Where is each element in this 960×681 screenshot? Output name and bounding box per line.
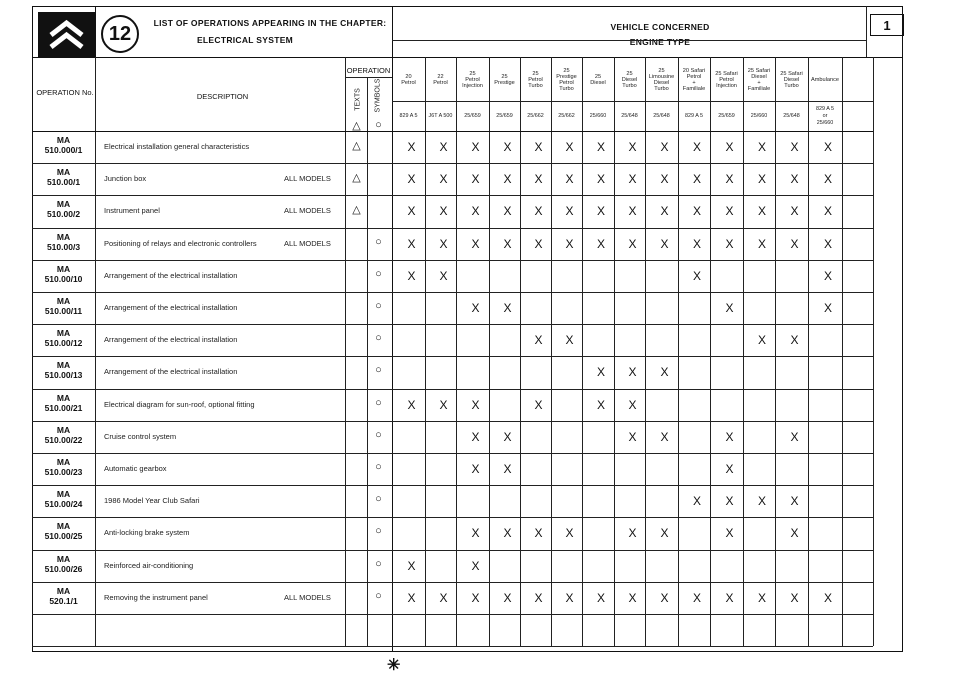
operation-number: MA 520.1/1	[49, 585, 78, 606]
applicability-mark: X	[725, 494, 734, 509]
applicability-mark: X	[628, 204, 637, 219]
vehicle-name-0: 20 Petrol	[401, 73, 416, 86]
vehicle-name-1: 22 Petrol	[433, 73, 448, 86]
grid-line	[425, 57, 426, 646]
applicability-mark: X	[439, 397, 448, 412]
grid-line	[345, 77, 392, 78]
grid-line	[32, 292, 873, 293]
vehicle-name-10: 25 Safari Petrol Injection	[715, 70, 738, 90]
grid-line	[32, 517, 873, 518]
applicability-mark: X	[565, 236, 574, 251]
all-models-label: ALL MODELS	[284, 592, 331, 602]
applicability-mark: X	[628, 236, 637, 251]
applicability-mark: X	[660, 590, 669, 605]
header-title-line1: LIST OF OPERATIONS APPEARING IN THE CHAPTER:	[153, 18, 387, 28]
applicability-mark: X	[757, 204, 766, 219]
grid-line	[520, 57, 521, 646]
applicability-mark: X	[565, 172, 574, 187]
engine-code-7: 25/648	[621, 112, 638, 119]
applicability-mark: X	[503, 204, 512, 219]
grid-line	[808, 57, 809, 646]
symbols-circle-icon: ○	[375, 300, 382, 312]
engine-code-9: 829 A 5	[685, 112, 703, 119]
applicability-mark: X	[628, 526, 637, 541]
engine-code-3: 25/659	[496, 112, 513, 119]
operation-number: MA 510.00/13	[44, 360, 83, 381]
operation-number: MA 510.00/22	[44, 424, 83, 445]
symbols-header: SYMBOLS	[374, 78, 382, 113]
applicability-mark: X	[757, 140, 766, 154]
grid-line	[32, 163, 873, 164]
grid-line	[614, 57, 615, 646]
applicability-mark: X	[471, 462, 480, 476]
grid-line	[32, 356, 873, 357]
all-models-label: ALL MODELS	[284, 238, 331, 248]
applicability-mark: X	[471, 558, 480, 573]
applicability-mark: X	[596, 590, 605, 605]
grid-line	[456, 57, 457, 646]
grid-line	[32, 453, 873, 454]
applicability-mark: X	[503, 590, 512, 605]
operation-number: MA 510.00/10	[44, 263, 83, 284]
applicability-mark: X	[628, 397, 637, 412]
grid-line	[489, 57, 490, 646]
symbols-circle-icon: ○	[375, 119, 382, 131]
grid-line	[32, 582, 873, 583]
applicability-mark: X	[790, 333, 799, 348]
applicability-mark: X	[407, 140, 416, 154]
applicability-mark: X	[660, 140, 669, 154]
applicability-mark: X	[439, 236, 448, 251]
operation-description: Arrangement of the electrical installation	[104, 270, 238, 280]
applicability-mark: X	[660, 204, 669, 219]
applicability-mark: X	[596, 204, 605, 219]
applicability-mark: X	[471, 236, 480, 251]
grid-line	[873, 57, 874, 646]
applicability-mark: X	[790, 590, 799, 605]
applicability-mark: X	[823, 301, 832, 315]
operation-header: OPERATION	[346, 66, 391, 75]
applicability-mark: X	[534, 397, 543, 412]
applicability-mark: X	[596, 236, 605, 251]
applicability-mark: X	[725, 204, 734, 219]
engine-type-label: ENGINE TYPE	[629, 37, 691, 47]
operation-number: MA 510.00/21	[44, 392, 83, 413]
applicability-mark: X	[628, 365, 637, 380]
applicability-mark: X	[439, 140, 448, 154]
applicability-mark: X	[725, 429, 734, 444]
engine-code-11: 25/660	[750, 112, 768, 119]
grid-line	[32, 646, 873, 647]
applicability-mark: X	[790, 172, 799, 187]
operation-number: MA 510.00/26	[44, 553, 83, 574]
applicability-mark: X	[660, 526, 669, 541]
symbols-circle-icon: ○	[375, 461, 382, 473]
applicability-mark: X	[725, 140, 734, 154]
symbols-circle-icon: ○	[375, 235, 382, 248]
operation-number: MA 510.00/24	[44, 489, 83, 510]
operation-description: Electrical installation general characteristics	[104, 142, 250, 151]
applicability-mark: X	[757, 590, 766, 605]
grid-line	[743, 57, 744, 646]
applicability-mark: X	[534, 204, 543, 219]
grid-line	[678, 57, 679, 646]
applicability-mark: X	[790, 140, 799, 154]
texts-triangle-icon: △	[352, 172, 361, 185]
applicability-mark: X	[823, 172, 832, 187]
grid-line	[392, 101, 873, 102]
applicability-mark: X	[534, 140, 543, 154]
operation-number: MA 510.00/25	[44, 521, 83, 542]
applicability-mark: X	[565, 140, 574, 154]
applicability-mark: X	[660, 172, 669, 187]
operation-description: 1986 Model Year Club Safari	[104, 496, 200, 506]
symbols-circle-icon: ○	[375, 332, 382, 345]
applicability-mark: X	[503, 301, 512, 315]
applicability-mark: X	[534, 236, 543, 251]
grid-line	[32, 131, 873, 132]
applicability-mark: X	[534, 590, 543, 605]
grid-line	[392, 40, 866, 41]
applicability-mark: X	[439, 590, 448, 605]
grid-line	[842, 57, 843, 646]
applicability-mark: X	[471, 301, 480, 315]
engine-code-2: 25/659	[464, 112, 481, 119]
grid-line	[551, 57, 552, 646]
engine-code-13: 829 A 5 or 25/660	[816, 106, 834, 126]
vehicle-name-4: 25 Petrol Turbo	[528, 70, 543, 90]
applicability-mark: X	[790, 429, 799, 444]
applicability-mark: X	[725, 236, 734, 251]
applicability-mark: X	[471, 397, 480, 412]
operation-number: MA 510.00/2	[46, 199, 81, 220]
operation-no-header: OPERATION No.	[36, 88, 94, 97]
applicability-mark: X	[660, 365, 669, 380]
applicability-mark: X	[439, 172, 448, 187]
all-models-label: ALL MODELS	[284, 174, 331, 184]
applicability-mark: X	[596, 140, 605, 154]
operation-description: Anti-locking brake system	[104, 528, 190, 538]
grid-line	[95, 57, 96, 646]
applicability-mark: X	[757, 236, 766, 251]
operation-number: MA 510.00/23	[44, 457, 83, 477]
symbols-circle-icon: ○	[375, 428, 382, 441]
vehicle-name-5: 25 Prestige Petrol Turbo	[556, 67, 577, 93]
applicability-mark: X	[660, 429, 669, 444]
all-models-label: ALL MODELS	[284, 206, 331, 216]
applicability-mark: X	[503, 429, 512, 444]
applicability-mark: X	[823, 140, 832, 154]
applicability-mark: X	[407, 397, 416, 412]
symbols-circle-icon: ○	[375, 396, 382, 409]
vehicle-name-8: 25 Limousine Diesel Turbo	[648, 67, 675, 93]
grid-line	[345, 57, 346, 646]
applicability-mark: X	[596, 172, 605, 187]
grid-line	[392, 6, 393, 652]
texts-header: TEXTS	[354, 88, 362, 111]
applicability-mark: X	[471, 172, 480, 187]
operation-number: MA 510.00/12	[44, 328, 83, 349]
engine-code-1: J6T A 500	[428, 112, 453, 119]
texts-triangle-icon: △	[352, 120, 361, 132]
operation-number: MA 510.00/3	[46, 231, 81, 252]
operation-description: Electrical diagram for sun-roof, optional fitting	[104, 399, 255, 409]
operation-description: Junction box	[104, 174, 147, 184]
applicability-mark: X	[565, 333, 574, 348]
engine-code-4: 25/662	[527, 112, 544, 119]
applicability-mark: X	[823, 590, 832, 605]
grid-line	[582, 57, 583, 646]
applicability-mark: X	[628, 590, 637, 605]
applicability-mark: X	[407, 558, 416, 573]
applicability-mark: X	[790, 526, 799, 541]
vehicle-name-13: Ambulance	[811, 76, 839, 83]
applicability-mark: X	[439, 268, 448, 283]
operation-description: Reinforced air-conditioning	[104, 560, 194, 570]
applicability-mark: X	[725, 526, 734, 541]
grid-line	[32, 324, 873, 325]
operation-description: Arrangement of the electrical installation	[104, 335, 238, 345]
vehicle-name-12: 25 Safari Diesel Turbo	[780, 70, 803, 90]
symbols-circle-icon: ○	[375, 589, 382, 602]
applicability-mark: X	[823, 236, 832, 251]
applicability-mark: X	[534, 333, 543, 348]
engine-code-0: 829 A 5	[399, 112, 418, 119]
applicability-mark: X	[725, 301, 734, 315]
applicability-mark: X	[439, 204, 448, 219]
applicability-mark: X	[534, 172, 543, 187]
operation-description: Automatic gearbox	[104, 464, 167, 473]
applicability-mark: X	[471, 429, 480, 444]
applicability-mark: X	[790, 204, 799, 219]
applicability-mark: X	[692, 140, 701, 154]
symbols-circle-icon: ○	[375, 557, 382, 570]
applicability-mark: X	[725, 462, 734, 476]
operation-description: Removing the instrument panel	[104, 592, 208, 602]
operation-description: Cruise control system	[104, 431, 177, 441]
double-chevron-logo-icon	[38, 12, 95, 57]
applicability-mark: X	[471, 204, 480, 219]
operation-number: MA 510.00/1	[46, 167, 81, 188]
grid-line	[32, 485, 873, 486]
symbols-circle-icon: ○	[375, 525, 382, 538]
applicability-mark: X	[823, 268, 832, 283]
operation-description: Arrangement of the electrical installation	[104, 367, 238, 377]
applicability-mark: X	[565, 204, 574, 219]
applicability-mark: X	[596, 397, 605, 412]
applicability-mark: X	[407, 204, 416, 219]
applicability-mark: X	[725, 172, 734, 187]
applicability-mark: X	[790, 494, 799, 509]
page-number: 1	[870, 14, 904, 36]
symbols-circle-icon: ○	[375, 493, 382, 506]
engine-code-6: 25/660	[589, 112, 607, 119]
applicability-mark: X	[565, 526, 574, 541]
star-icon: ✳	[387, 657, 401, 674]
grid-line	[32, 260, 873, 261]
operation-description: Instrument panel	[104, 206, 160, 216]
operation-description: Positioning of relays and electronic controllers	[104, 238, 257, 248]
applicability-mark: X	[692, 268, 701, 283]
applicability-mark: X	[692, 172, 701, 187]
applicability-mark: X	[790, 236, 799, 251]
grid-line	[32, 57, 903, 58]
engine-code-10: 25/659	[718, 112, 735, 119]
grid-line	[775, 57, 776, 646]
applicability-mark: X	[692, 590, 701, 605]
operation-number: MA 510.000/1	[44, 135, 83, 155]
applicability-mark: X	[471, 526, 480, 541]
applicability-mark: X	[503, 526, 512, 541]
applicability-mark: X	[628, 140, 637, 154]
document-sheet	[32, 6, 903, 652]
applicability-mark: X	[757, 333, 766, 348]
vehicle-name-11: 25 Safari Diesel + Familiale	[747, 67, 771, 93]
applicability-mark: X	[503, 462, 512, 476]
grid-line	[32, 421, 873, 422]
grid-line	[866, 6, 867, 57]
engine-code-5: 25/662	[558, 112, 575, 119]
grid-line	[32, 195, 873, 196]
vehicle-name-7: 25 Diesel Turbo	[621, 70, 638, 90]
grid-line	[645, 57, 646, 646]
applicability-mark: X	[692, 204, 701, 219]
grid-line	[32, 614, 873, 615]
texts-triangle-icon: △	[352, 140, 361, 152]
applicability-mark: X	[660, 236, 669, 251]
vehicle-name-2: 25 Petrol Injection	[462, 70, 483, 90]
applicability-mark: X	[503, 172, 512, 187]
operation-description: Arrangement of the electrical installation	[104, 303, 238, 312]
vehicle-name-9: 20 Safari Petrol + Familiale	[682, 67, 706, 93]
chapter-number-badge: 12	[101, 15, 139, 53]
applicability-mark: X	[823, 204, 832, 219]
applicability-mark: X	[565, 590, 574, 605]
applicability-mark: X	[407, 236, 416, 251]
applicability-mark: X	[596, 365, 605, 380]
applicability-mark: X	[407, 172, 416, 187]
engine-code-8: 25/648	[653, 112, 670, 119]
symbols-circle-icon: ○	[375, 267, 382, 280]
grid-line	[32, 228, 873, 229]
applicability-mark: X	[407, 268, 416, 283]
applicability-mark: X	[757, 494, 766, 509]
applicability-mark: X	[471, 140, 480, 154]
applicability-mark: X	[503, 236, 512, 251]
applicability-mark: X	[407, 590, 416, 605]
header-title-line2: ELECTRICAL SYSTEM	[196, 35, 294, 45]
engine-code-12: 25/648	[783, 112, 800, 119]
grid-line	[32, 550, 873, 551]
applicability-mark: X	[534, 526, 543, 541]
description-header: DESCRIPTION	[196, 92, 249, 101]
operation-number: MA 510.00/11	[44, 296, 83, 316]
grid-line	[95, 6, 96, 57]
vehicle-name-6: 25 Diesel	[590, 73, 606, 86]
grid-line	[32, 389, 873, 390]
vehicle-concerned-label: VEHICLE CONCERNED	[610, 22, 710, 32]
texts-triangle-icon: △	[352, 204, 361, 217]
applicability-mark: X	[628, 172, 637, 187]
symbols-circle-icon: ○	[375, 364, 382, 377]
applicability-mark: X	[503, 140, 512, 154]
vehicle-name-3: 25 Prestige	[494, 73, 515, 86]
applicability-mark: X	[692, 236, 701, 251]
applicability-mark: X	[757, 172, 766, 187]
applicability-mark: X	[692, 494, 701, 509]
grid-line	[710, 57, 711, 646]
applicability-mark: X	[725, 590, 734, 605]
applicability-mark: X	[471, 590, 480, 605]
applicability-mark: X	[628, 429, 637, 444]
